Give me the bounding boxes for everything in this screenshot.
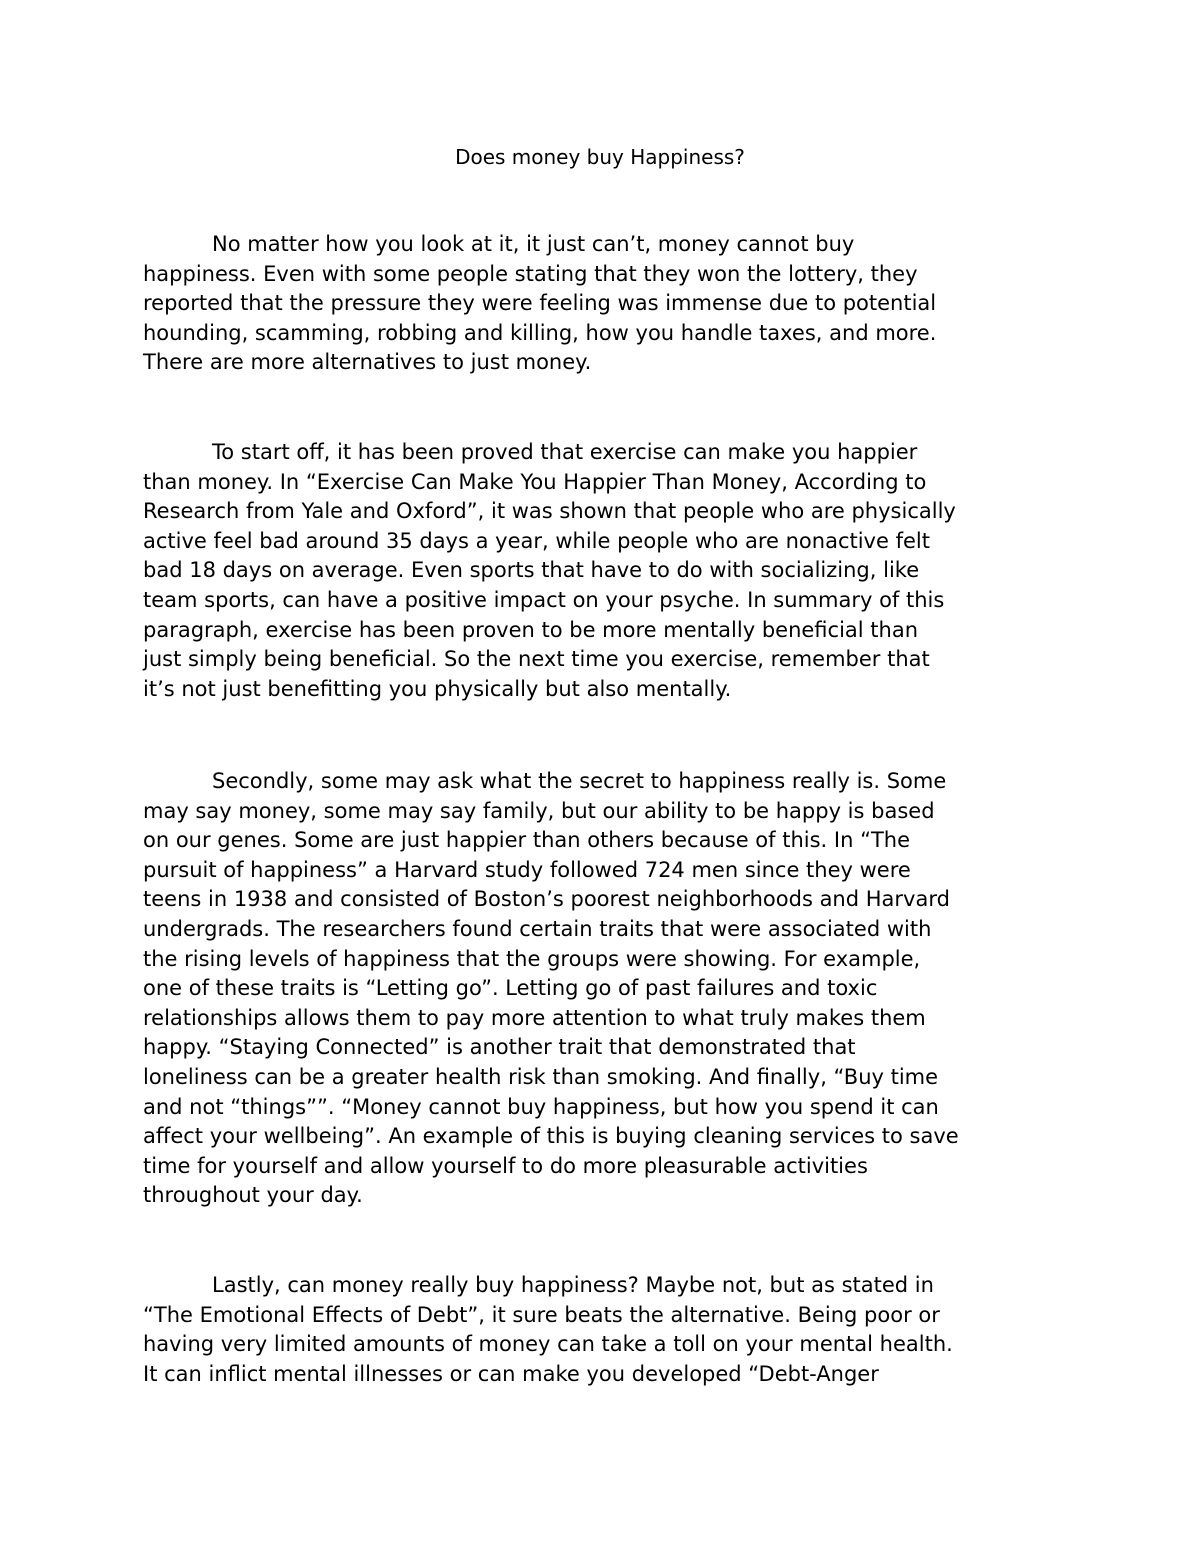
paragraph-line: and not “things””. “Money cannot buy happiness, but how you spend it can [143,1094,939,1119]
paragraph-line: relationships allows them to pay more attention to what truly makes them [143,1005,926,1030]
paragraph-line: happy. “Staying Connected” is another trait that demonstrated that [143,1035,856,1060]
paragraph-line: having very limited amounts of money can take a toll on your mental health. [143,1332,953,1357]
paragraph-line: It can inflict mental illnesses or can make you developed “Debt-Anger [143,1361,879,1386]
paragraph-line: it’s not just benefitting you physically but also mentally. [143,676,732,701]
paragraph-line: team sports, can have a positive impact on your psyche. In summary of this [143,587,945,612]
paragraph-line: Research from Yale and Oxford”, it was shown that people who are physically [143,499,956,524]
paragraph-line: paragraph, exercise has been proven to be more mentally beneficial than [143,617,919,642]
paragraph-line: just simply being beneficial. So the next time you exercise, remember that [143,647,930,672]
paragraph-line: loneliness can be a greater health risk than smoking. And finally, “Buy time [143,1064,939,1089]
paragraph-line: may say money, some may say family, but our ability to be happy is based [143,798,935,823]
paragraph-line: throughout your day. [143,1183,363,1208]
paragraph-line: active feel bad around 35 days a year, while people who are nonactive felt [143,528,930,553]
paragraph-line: on our genes. Some are just happier than others because of this. In “The [143,828,911,853]
document-title: Does money buy Happiness? [455,145,745,169]
paragraph-line: happiness. Even with some people stating that they won the lottery, they [143,261,918,286]
paragraph-line: reported that the pressure they were feeling was immense due to potential [143,291,937,316]
paragraph-line: bad 18 days on average. Even sports that have to do with socializing, like [143,558,920,583]
paragraph-line: pursuit of happiness” a Harvard study followed 724 men since they were [143,857,911,882]
paragraph-line: time for yourself and allow yourself to do more pleasurable activities [143,1153,868,1178]
paragraph-2 [143,438,1078,704]
paragraph-line: one of these traits is “Letting go”. Letting go of past failures and toxic [143,976,878,1001]
paragraph-line: than money. In “Exercise Can Make You Happier Than Money, According to [143,469,927,494]
paragraph-line: the rising levels of happiness that the groups were showing. For example, [143,946,921,971]
paragraph-line: No matter how you look at it, it just can’t, money cannot buy [212,232,855,256]
paragraph-line: teens in 1938 and consisted of Boston’s poorest neighborhoods and Harvard [143,887,950,912]
paragraph-4 [143,1271,1078,1389]
paragraph-line: affect your wellbeing”. An example of this is buying cleaning services to save [143,1124,959,1149]
paragraph-line: hounding, scamming, robbing and killing, how you handle taxes, and more. [143,320,937,345]
paragraph-line: There are more alternatives to just money. [143,350,592,375]
paragraph-line: “The Emotional Effects of Debt”, it sure beats the alternative. Being poor or [143,1302,940,1327]
paragraph-1 [143,230,1078,378]
paragraph-3 [143,767,1078,1211]
paragraph-line: undergrads. The researchers found certain traits that were associated with [143,916,932,941]
paragraph-line: Lastly, can money really buy happiness? Maybe not, but as stated in [212,1273,934,1297]
paragraph-line: Secondly, some may ask what the secret to happiness really is. Some [212,769,947,793]
paragraph-line: To start off, it has been proved that exercise can make you happier [212,440,918,464]
